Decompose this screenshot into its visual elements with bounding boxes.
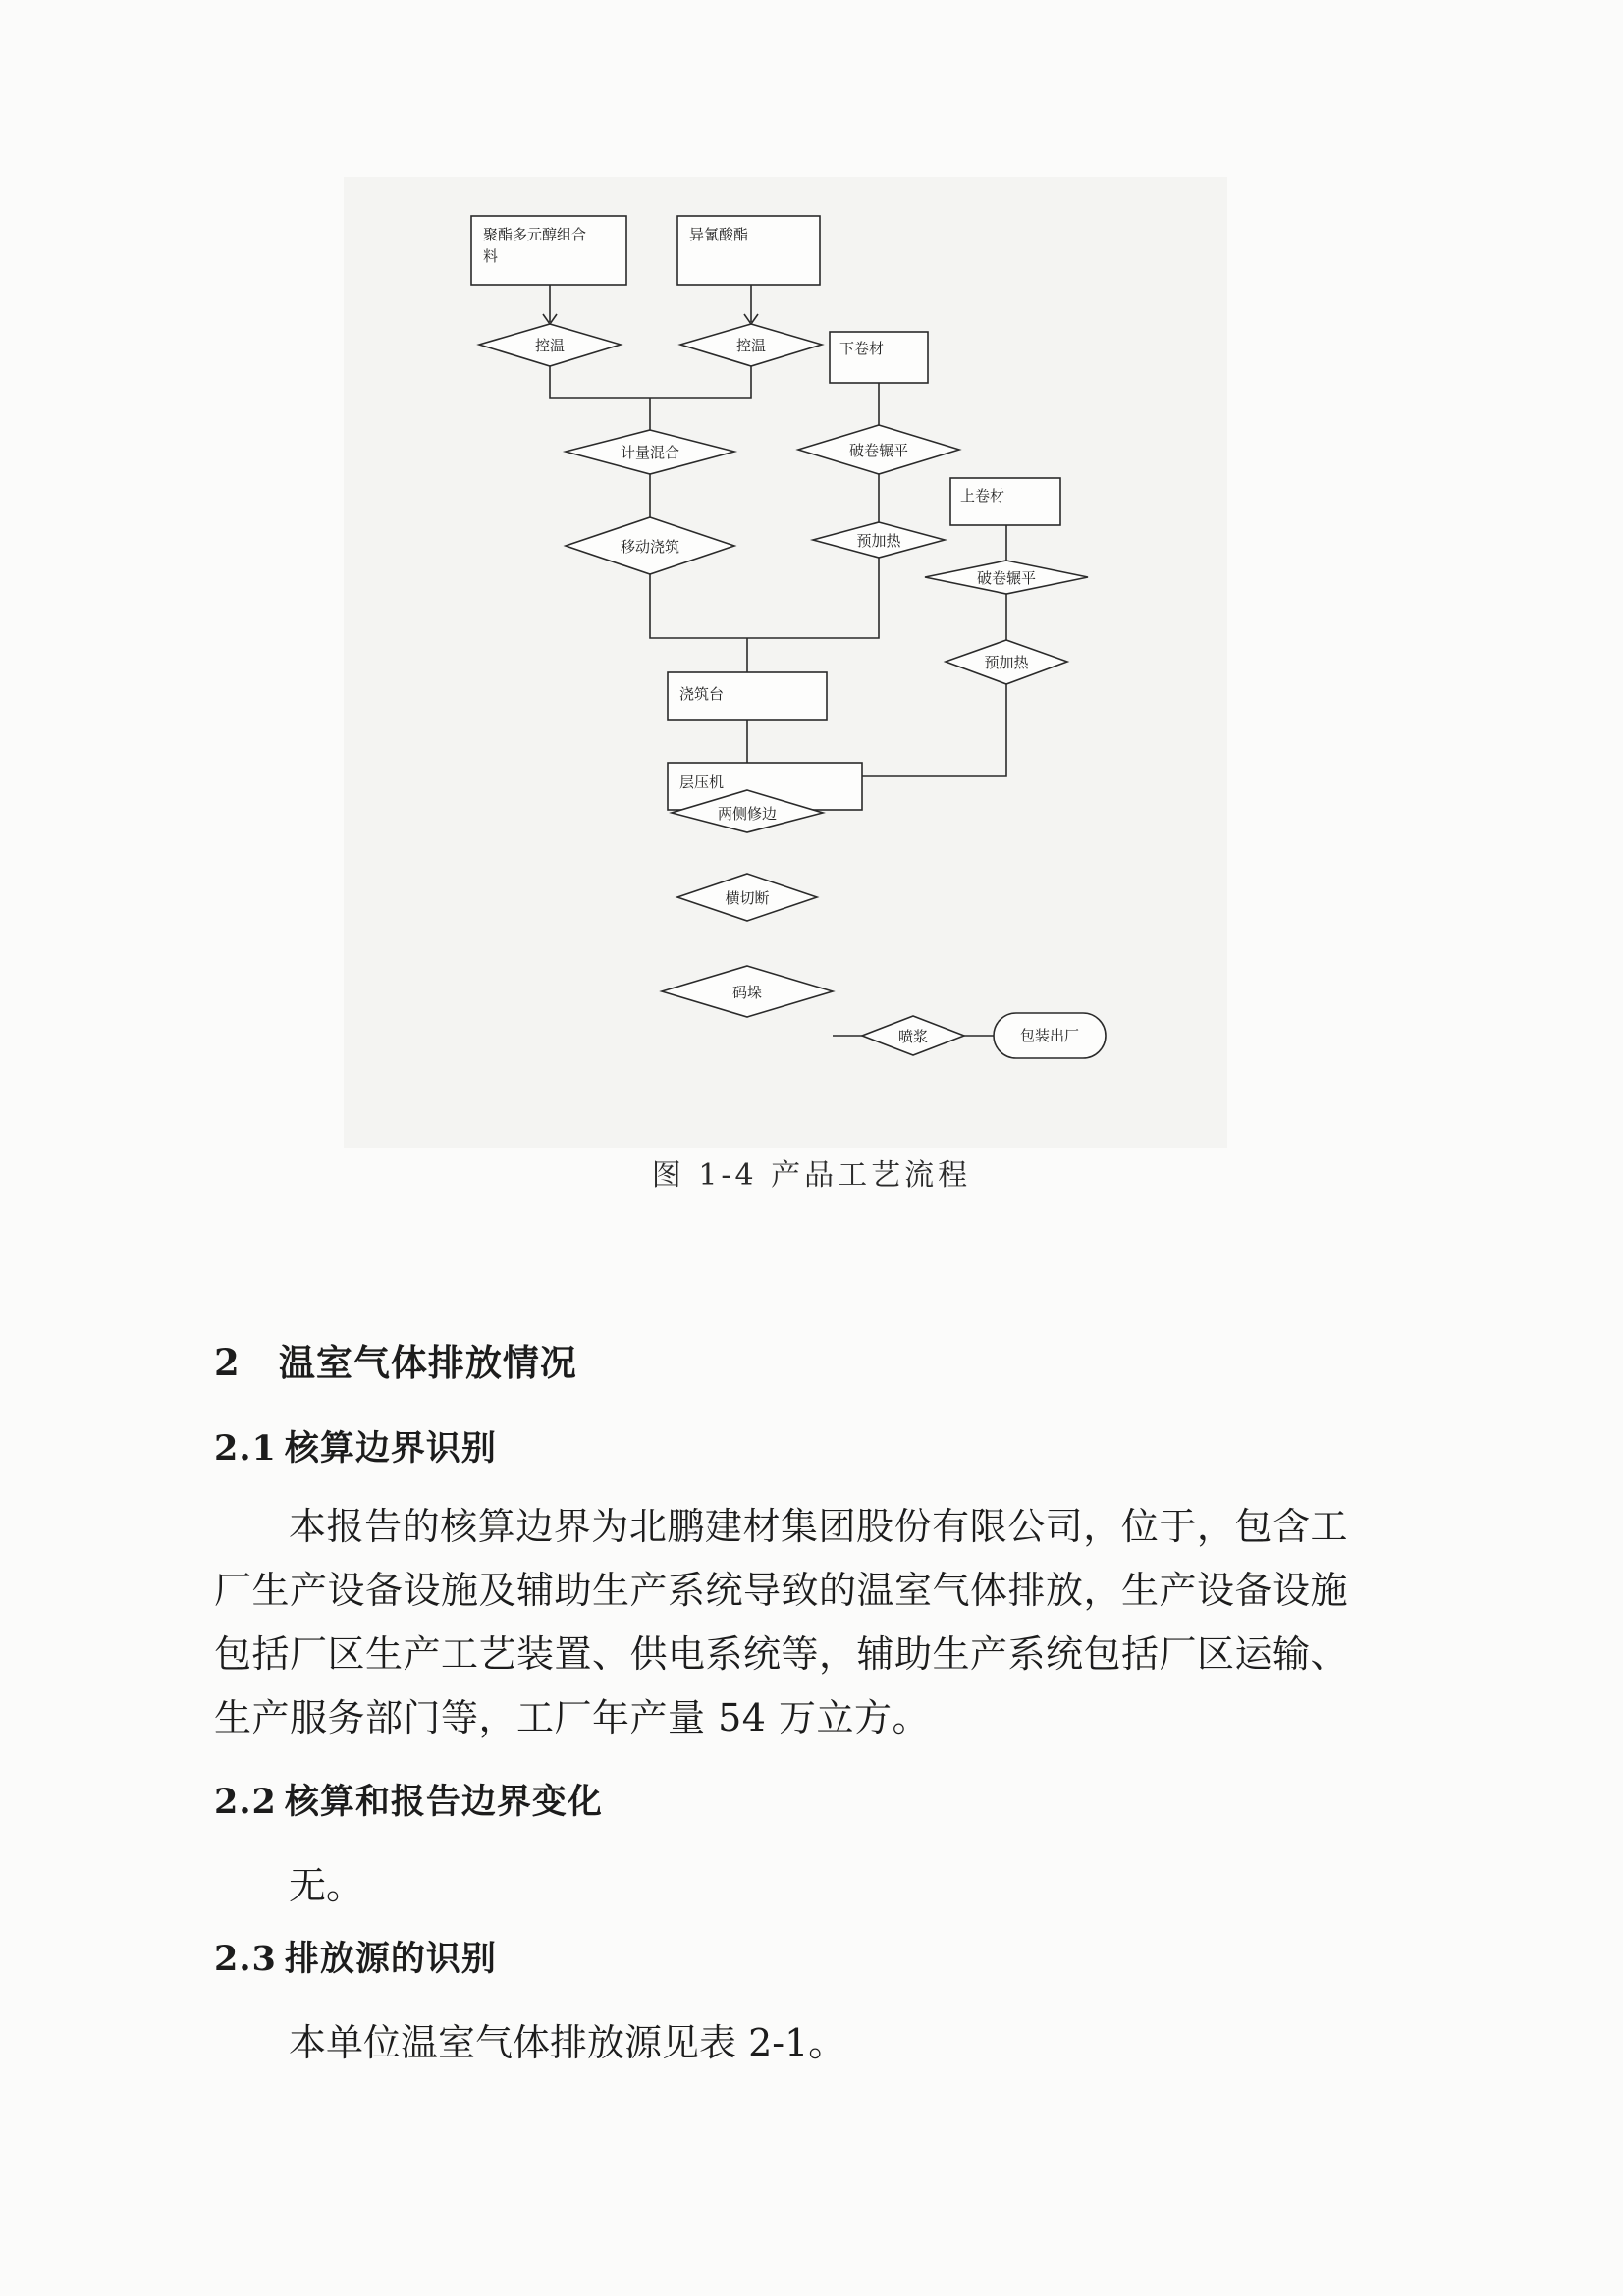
svg-text:码垛: 码垛 xyxy=(731,984,763,1001)
section-2-2-title: 核算和报告边界变化 xyxy=(284,1783,603,1822)
section-2-3-heading xyxy=(214,1932,497,1981)
section-2-1-heading xyxy=(214,1421,497,1470)
flowchart-node-pouring-table xyxy=(668,672,827,720)
svg-text:异氰酸酯: 异氰酸酯 xyxy=(689,226,749,243)
flowchart-node-metered-mixing xyxy=(566,430,734,474)
svg-text:横切断: 横切断 xyxy=(725,889,770,907)
svg-text:移动浇筑: 移动浇筑 xyxy=(620,538,680,556)
flowchart-node-stacking xyxy=(662,966,833,1017)
section-2-1-number: 2.1 xyxy=(214,1428,277,1468)
section-2-2-number: 2.2 xyxy=(214,1782,277,1822)
flowchart-node-preheat-1 xyxy=(813,522,945,558)
svg-text:预加热: 预加热 xyxy=(856,532,901,550)
figure-caption: 图 1-4 产品工艺流程 xyxy=(651,1158,972,1193)
svg-text:预加热: 预加热 xyxy=(984,654,1029,671)
section-2-1-body: 本报告的核算边界为北鹏建材集团股份有限公司，位于，包含工厂生产设备设施及辅助生产系统导致的温室气体排放，生产设备设施包括厂区生产工艺装置、供电系统等，辅助生产系统包括厂区运输、生产服务部门等，工厂年产量 54 万立方。 xyxy=(214,1505,1349,1739)
flowchart-node-cross-cut xyxy=(677,874,817,921)
section-2-number: 2 xyxy=(214,1341,241,1384)
svg-text:控温: 控温 xyxy=(534,337,566,354)
svg-text:包装出厂: 包装出厂 xyxy=(1019,1027,1080,1044)
section-2-2-heading xyxy=(214,1775,603,1824)
section-2-3-number: 2.3 xyxy=(214,1939,277,1979)
flowchart-node-upper-coil xyxy=(950,478,1060,525)
section-2-3-body: 本单位温室气体排放源见表 2-1。 xyxy=(289,2021,846,2064)
svg-text:控温: 控温 xyxy=(735,337,767,354)
svg-text:层压机: 层压机 xyxy=(679,774,725,791)
svg-text:计量混合: 计量混合 xyxy=(620,444,680,461)
svg-text:下卷材: 下卷材 xyxy=(839,340,885,357)
svg-text:浇筑台: 浇筑台 xyxy=(679,685,725,703)
flowchart-connectors xyxy=(543,285,1006,1036)
flowchart-node-isocyanate xyxy=(677,216,820,285)
svg-text:上卷材: 上卷材 xyxy=(960,487,1005,505)
svg-text:聚酯多元醇组合料: 聚酯多元醇组合料 xyxy=(483,226,587,265)
flowchart-node-uncoil-flatten-2 xyxy=(925,561,1088,594)
section-2-title: 温室气体排放情况 xyxy=(278,1342,577,1384)
flowchart-node-temp-control-2 xyxy=(680,324,822,366)
process-flowchart xyxy=(344,177,1227,1148)
section-2-2-body: 无。 xyxy=(289,1864,364,1907)
svg-text:破卷辗平: 破卷辗平 xyxy=(976,569,1037,587)
section-2-heading xyxy=(214,1333,577,1386)
flowchart-node-polyester-polyol xyxy=(471,216,626,285)
flowchart-node-mobile-pouring xyxy=(566,517,734,574)
svg-text:两侧修边: 两侧修边 xyxy=(717,805,778,823)
flowchart-node-pack-ship xyxy=(994,1013,1106,1058)
flowchart-node-temp-control-1 xyxy=(479,324,621,366)
flowchart-node-lower-coil xyxy=(830,332,928,383)
section-2-3-title: 排放源的识别 xyxy=(284,1940,497,1979)
flowchart-node-uncoil-flatten-1 xyxy=(798,425,959,474)
flowchart-node-spray-slurry xyxy=(862,1016,964,1055)
section-2-1-title: 核算边界识别 xyxy=(284,1429,497,1468)
flowchart-node-preheat-2 xyxy=(946,640,1067,684)
svg-text:喷浆: 喷浆 xyxy=(897,1028,929,1045)
svg-text:破卷辗平: 破卷辗平 xyxy=(848,442,909,459)
